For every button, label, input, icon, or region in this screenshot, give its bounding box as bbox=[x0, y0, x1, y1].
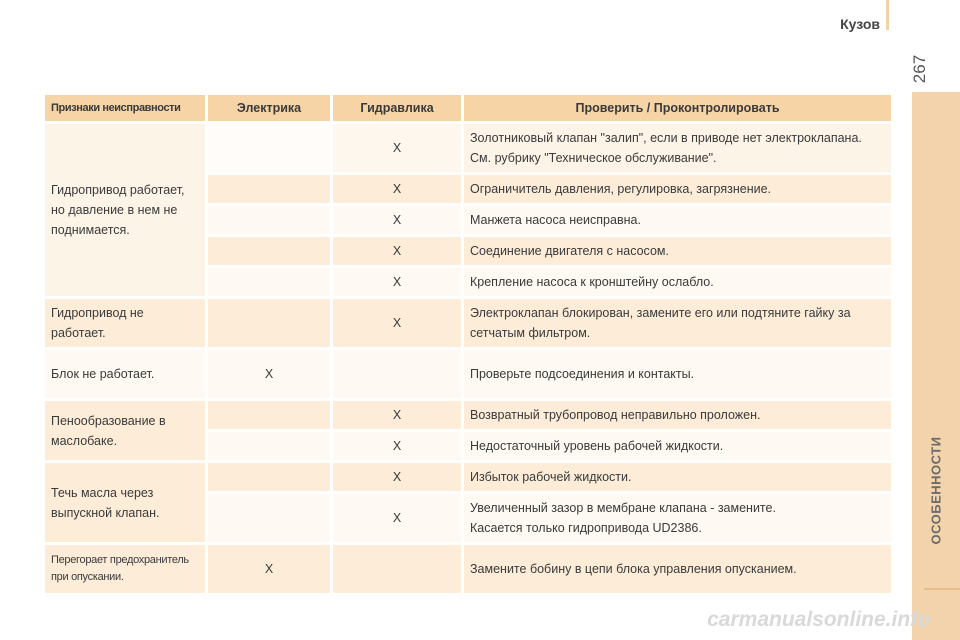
check-line: См. рубрику "Техническое обслуживание". bbox=[470, 151, 717, 165]
table-row bbox=[45, 124, 891, 172]
hydraulic-cell: X bbox=[333, 268, 461, 296]
symptom-cell: Гидропривод работает, но давление в нем не поднимается. bbox=[45, 124, 205, 296]
troubleshooting-table bbox=[42, 92, 894, 596]
check-cell: Возвратный трубопровод неправильно проложен. bbox=[464, 401, 891, 429]
hydraulic-cell bbox=[333, 350, 461, 398]
table-header-row bbox=[45, 95, 891, 121]
check-cell: Проверьте подсоединения и контакты. bbox=[464, 350, 891, 398]
check-line: Касается только гидропривода UD2386. bbox=[470, 521, 702, 535]
side-tab-line bbox=[924, 588, 960, 590]
section-title: Кузов bbox=[840, 16, 880, 32]
electric-cell bbox=[208, 206, 330, 234]
check-cell: Соединение двигателя с насосом. bbox=[464, 237, 891, 265]
electric-cell: X bbox=[208, 350, 330, 398]
check-cell: Недостаточный уровень рабочей жидкости. bbox=[464, 432, 891, 460]
hydraulic-cell: X bbox=[333, 237, 461, 265]
check-cell bbox=[464, 124, 891, 172]
hydraulic-cell: X bbox=[333, 494, 461, 542]
hydraulic-cell: X bbox=[333, 432, 461, 460]
check-line: Золотниковый клапан "залип", если в приводе нет электроклапана. bbox=[470, 131, 862, 145]
hydraulic-cell: X bbox=[333, 175, 461, 203]
table-row bbox=[45, 401, 891, 429]
table-row bbox=[45, 299, 891, 347]
column-header-check: Проверить / Проконтролировать bbox=[464, 95, 891, 121]
check-cell: Электроклапан блокирован, замените его или подтяните гайку за сетчатым фильтром. bbox=[464, 299, 891, 347]
side-tab-label: ОСОБЕННОСТИ bbox=[928, 435, 944, 545]
symptom-cell: Гидропривод не работает. bbox=[45, 299, 205, 347]
hydraulic-cell bbox=[333, 545, 461, 593]
page-number: 267 bbox=[910, 54, 929, 84]
column-header-electric: Электрика bbox=[208, 95, 330, 121]
check-cell: Ограничитель давления, регулировка, загрязнение. bbox=[464, 175, 891, 203]
watermark: carmanualsonline.info bbox=[707, 608, 930, 631]
symptom-cell: Пенообразование в маслобаке. bbox=[45, 401, 205, 460]
electric-cell bbox=[208, 299, 330, 347]
hydraulic-cell: X bbox=[333, 206, 461, 234]
electric-cell bbox=[208, 237, 330, 265]
electric-cell bbox=[208, 463, 330, 491]
check-line: Увеличенный зазор в мембране клапана - замените. bbox=[470, 501, 776, 515]
hydraulic-cell: X bbox=[333, 124, 461, 172]
electric-cell bbox=[208, 124, 330, 172]
column-header-symptoms: Признаки неисправности bbox=[45, 95, 205, 121]
hydraulic-cell: X bbox=[333, 463, 461, 491]
electric-cell bbox=[208, 401, 330, 429]
symptom-cell: Течь масла через выпускной клапан. bbox=[45, 463, 205, 542]
electric-cell bbox=[208, 432, 330, 460]
check-cell: Избыток рабочей жидкости. bbox=[464, 463, 891, 491]
electric-cell bbox=[208, 268, 330, 296]
symptom-cell: Перегорает предохранитель при опускании. bbox=[45, 545, 205, 593]
table-row bbox=[45, 545, 891, 593]
check-cell: Замените бобину в цепи блока управления опусканием. bbox=[464, 545, 891, 593]
header-accent-bar bbox=[886, 0, 889, 30]
hydraulic-cell: X bbox=[333, 299, 461, 347]
column-header-hydraulic: Гидравлика bbox=[333, 95, 461, 121]
check-cell: Крепление насоса к кронштейну ослабло. bbox=[464, 268, 891, 296]
symptom-cell: Блок не работает. bbox=[45, 350, 205, 398]
electric-cell: X bbox=[208, 545, 330, 593]
electric-cell bbox=[208, 175, 330, 203]
check-cell: Манжета насоса неисправна. bbox=[464, 206, 891, 234]
hydraulic-cell: X bbox=[333, 401, 461, 429]
electric-cell bbox=[208, 494, 330, 542]
table-row bbox=[45, 350, 891, 398]
table-row bbox=[45, 463, 891, 491]
check-cell bbox=[464, 494, 891, 542]
